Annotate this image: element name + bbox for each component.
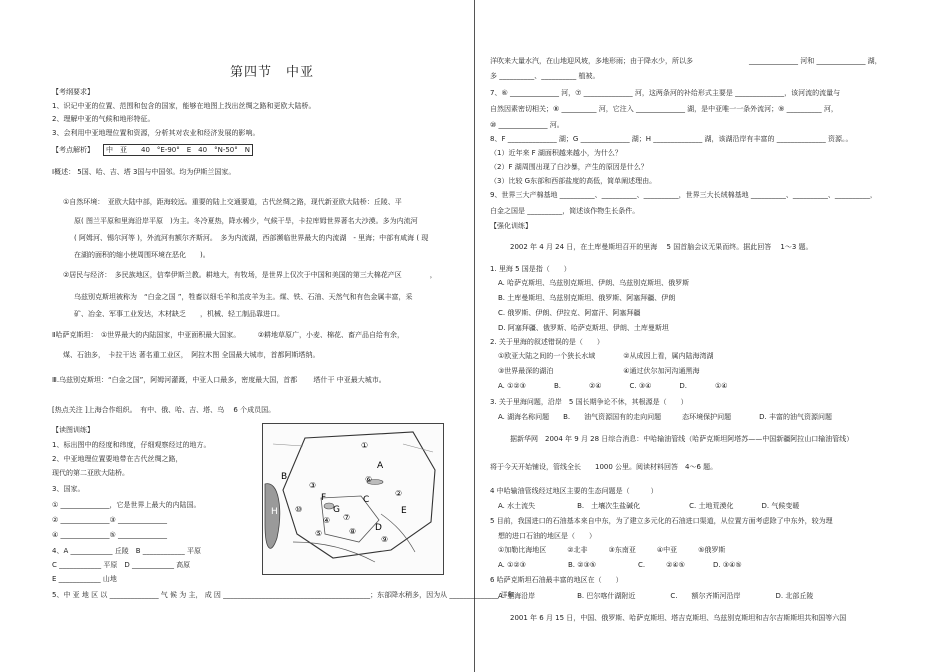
svg-text:⑨: ⑨ bbox=[381, 535, 389, 544]
svg-text:E: E bbox=[401, 506, 407, 516]
right-q7-1: 7、⑥ ______________ 河，⑦ ______________ 河，这两条河的补给形式主要是 ______________，该河流的流量与 bbox=[490, 89, 841, 97]
analysis-heading: 【考点解析】 bbox=[52, 146, 94, 154]
svg-text:⑤: ⑤ bbox=[315, 529, 323, 538]
pq1-b: B. 土库曼斯坦、乌兹别克斯坦、俄罗斯、阿塞拜疆、伊朗 bbox=[498, 294, 676, 302]
pq1-d: D. 阿塞拜疆、俄罗斯、哈萨克斯坦、伊朗、土库曼斯坦 bbox=[498, 324, 669, 332]
svg-text:⑩: ⑩ bbox=[295, 505, 303, 514]
economy-line-2: 乌兹别克斯坦被称为 “白金之国 ”，牲畜以细毛羊和羔皮羊为主。煤、铁、石油、天然气和有色金属丰富，采 bbox=[74, 293, 413, 301]
map-q4-1: 4、A ____________ 丘陵 B ____________ 平原 bbox=[52, 547, 201, 555]
nature-line-4: 在湖的面积的缩小使周围环境在恶化 )。 bbox=[74, 251, 210, 259]
map-q3: 3、国家。 bbox=[52, 485, 85, 493]
nature-line-3: ( 阿姆河、锡尔河等 )，外流河有额尔齐斯河。 多为内流湖，西部濒临世界最大的内流湖 - 里海；中部有咸海 ( 现 bbox=[74, 234, 429, 242]
right-q8-1: （1）近年来 F 湖面积越来越小，为什么？ bbox=[490, 149, 622, 157]
uzbekistan-line: Ⅲ.乌兹别克斯坦：“白金之国”，阿姆河灌溉，中亚人口最多，密度最大国，首都 塔什干 中亚最大城市。 bbox=[52, 376, 386, 384]
map-q3-1: ① ______________，它是世界上最大的内陆国。 bbox=[52, 501, 201, 509]
map-q3-2: ② ______________③ ______________ bbox=[52, 516, 168, 524]
exam-req-3: 3、会利用中亚地理位置和资源，分析其对农业和经济发展的影响。 bbox=[52, 129, 260, 137]
right-q7-3: ⑩ ______________ 河。 bbox=[490, 121, 564, 129]
map-q2b: 现代的第二亚欧大陆桥。 bbox=[52, 469, 129, 477]
exam-req-1: 1、识记中亚的位置、范围和包含的国家，能够在地图上找出丝绸之路和更欧大陆桥。 bbox=[52, 102, 316, 110]
pq3-answers: A. 湖海名称问题 B. 油气资源国有的走向问题 态环境保护问题 D. 丰富的油气资源问题 bbox=[498, 413, 832, 421]
practice-heading: 【强化训练】 bbox=[490, 222, 532, 230]
map-q5: 5、中 亚 地 区 以 ______________ 气 候 为 主， 成 因 __________________________________________；东部降水稍多，因为从 ______________ 洋和 bbox=[52, 591, 515, 599]
right-q6-cont: 洋吹来大量水汽，在山地迎风坡，多地形雨；由于降水少，所以多 ______________ 河和 ______________ 湖， bbox=[490, 57, 882, 65]
page-title: 第四节 中亚 bbox=[230, 65, 315, 80]
right-q8: 8、F ______________ 湖；G ______________ 湖；H ______________ 湖，该湖沿岸有丰富的 ______________ 资源。。 bbox=[490, 135, 853, 143]
svg-text:⑥: ⑥ bbox=[365, 475, 373, 484]
sco-intro: 2001 年 6 月 15 日，中国、俄罗斯、哈萨克斯坦、塔吉克斯坦、乌兹别克斯坦和吉尔吉斯斯坦共和国等六国 bbox=[510, 614, 847, 622]
location-box: 中 亚 40 °E-90° E 40 °N-50° N bbox=[103, 144, 253, 156]
map-q4-2: C ____________ 平原 D ____________ 高原 bbox=[52, 561, 191, 569]
pq6-answers: A. 里海沿岸 B. 巴尔喀什湖附近 C. 额尔齐斯河沿岸 D. 北部丘陵 bbox=[498, 592, 814, 600]
practice-intro: 2002 年 4 月 24 日，在土库曼斯坦召开的里海 5 国首脑会议无果而终。据此回答 1～3 题。 bbox=[510, 243, 813, 251]
pq2-opts-2: ③世界最深的湖泊 ④通过伏尔加河沟通黑海 bbox=[498, 367, 700, 375]
pq4: 4 中哈输油管线经过地区主要的生态问题是（ ） bbox=[490, 487, 658, 495]
right-q7-2: 自然因素密切相关；⑧ __________ 河，它注入 ______________ 湖，是中亚唯一一条外流河；⑨ __________ 河， bbox=[490, 105, 838, 113]
pq2-answers: A. ①②③ B. ②④ C. ③④ D. ①④ bbox=[498, 382, 728, 390]
pq5-2: 想的进口石油的地区是（ ） bbox=[498, 532, 596, 540]
pq5-answers: A. ①②③ B. ②③⑤ C. ②④⑤ D. ③④⑤ bbox=[498, 561, 742, 569]
exam-req-heading: 【考纲要求】 bbox=[52, 88, 94, 96]
map-q3-3: ④ ______________⑤ ______________ bbox=[52, 531, 168, 539]
right-q6-cont2: 多 __________、__________ 植被。 bbox=[490, 72, 600, 80]
news-intro: 据新华网 2004 年 9 月 28 日综合消息：中哈输油管线（哈萨克斯坦阿塔苏——中国新疆阿拉山口输油管线） bbox=[510, 435, 854, 443]
right-q8-3: （3）比较 G东部和西部盐度的高低，简单阐述理由。 bbox=[490, 177, 657, 185]
right-q9-1: 9、世界三大产棉基地 __________、__________、__________，世界三大长绒棉基地 __________、__________、__________， bbox=[490, 191, 877, 199]
pq5: 5 目前，我国进口的石油基本来自中东，为了建立多元化的石油进口渠道，从位置方面考虑除了中东外，较为理 bbox=[490, 517, 833, 525]
svg-text:⑧: ⑧ bbox=[349, 527, 357, 536]
pq1: 1. 里海 5 国是指（ ） bbox=[490, 265, 571, 273]
pq6: 6 哈萨克斯坦石油最丰富的地区在（ ） bbox=[490, 576, 623, 584]
map-q4-3: E ____________ 山地 bbox=[52, 575, 117, 583]
svg-text:B: B bbox=[281, 472, 288, 482]
pq1-a: A. 哈萨克斯坦、乌兹别克斯坦、伊朗、乌兹别克斯坦、俄罗斯 bbox=[498, 279, 690, 287]
right-q8-2: （2）F 湖周围出现了白沙暴，产生的原因是什么？ bbox=[490, 163, 648, 171]
nature-line-2: 原( 图兰平原和里海沿岸平原 )为主。冬冷夏热，降水稀少，气候干旱，卡拉库姆世界著名大沙漠。多为内流河 bbox=[74, 217, 418, 225]
map-training-heading: 【读图训练】 bbox=[52, 426, 94, 434]
economy-line-3: 矿、冶金、军事工业发达，木材缺乏 ，机械、轻工制品靠进口。 bbox=[74, 310, 284, 318]
pq2-opts-1: ①欧亚大陆之间的一个狭长水域 ②从成因上看，属内陆海湾湖 bbox=[498, 352, 714, 360]
map-q2a: 2、中亚地理位置要地带在古代丝绸之路， bbox=[52, 455, 183, 463]
map-drawing bbox=[263, 424, 443, 574]
kazakhstan-line-2: 煤、石油多， 卡拉干达 著名重工业区， 阿拉木图 全国最大城市，首都阿斯塔纳。 bbox=[63, 351, 320, 359]
svg-text:G: G bbox=[333, 505, 340, 515]
pq1-c: C. 俄罗斯、伊朗、伊拉克、阿富汗、阿塞拜疆 bbox=[498, 309, 641, 317]
svg-text:④: ④ bbox=[323, 516, 331, 525]
kazakhstan-line-1: Ⅱ哈萨克斯坦： ①世界最大的内陆国家，中亚面积最大国家。 ②耕地草原广，小麦、棉花、畜产品自给有余， bbox=[52, 331, 404, 339]
pq5-opts: ①加勒比海地区 ②北非 ③东南亚 ④中亚 ⑤俄罗斯 bbox=[498, 546, 726, 554]
economy-line-1: ②居民与经济： 多民族地区，信奉伊斯兰教。耕地大，有牧场，是世界上仅次于中国和美国的第三大棉花产区 ， bbox=[63, 271, 437, 279]
pq4-answers: A. 水土流失 B. 土壤次生盐碱化 C. 土地荒漠化 D. 气候变暖 bbox=[498, 502, 800, 510]
svg-text:F: F bbox=[321, 493, 327, 503]
svg-text:⑦: ⑦ bbox=[343, 513, 351, 522]
right-q9-2: 白金之国是 __________，简述该作物生长条件。 bbox=[490, 207, 640, 215]
svg-text:C: C bbox=[363, 495, 370, 505]
svg-text:H: H bbox=[271, 507, 278, 517]
svg-text:A: A bbox=[377, 461, 384, 471]
exam-req-2: 2、理解中亚的气候和地形特征。 bbox=[52, 115, 155, 123]
central-asia-map bbox=[262, 423, 444, 575]
svg-text:②: ② bbox=[395, 489, 403, 498]
hotspot-line: [热点关注 ]上海合作组织。 有中、俄、哈、吉、塔、乌 6 个成员国。 bbox=[52, 406, 276, 414]
pq2: 2. 关于里海的叙述错误的是（ ） bbox=[490, 338, 604, 346]
svg-text:①: ① bbox=[361, 441, 369, 450]
map-q1: 1、标出图中的经度和纬度，仔细观察经过的地方。 bbox=[52, 441, 211, 449]
news-intro-2: 将于今天开始铺设，管线全长 1000 公里。阅读材料回答 4～6 题。 bbox=[490, 463, 718, 471]
column-divider bbox=[474, 0, 475, 672]
nature-line-1: ①自然环境： 亚欧大陆中部，距海较远。重要的陆上交通要道，古代丝绸之路，现代新亚欧大陆桥：丘陵、平 bbox=[63, 198, 402, 206]
overview-line: Ⅰ概述： 5国、哈、吉、塔 3国与中国邻。均为伊斯兰国家。 bbox=[52, 168, 236, 176]
pq3: 3. 关于里海问题，沿岸 5 国长期争论不休，其根源是（ ） bbox=[490, 398, 688, 406]
svg-text:③: ③ bbox=[309, 481, 317, 490]
svg-text:D: D bbox=[375, 523, 382, 533]
